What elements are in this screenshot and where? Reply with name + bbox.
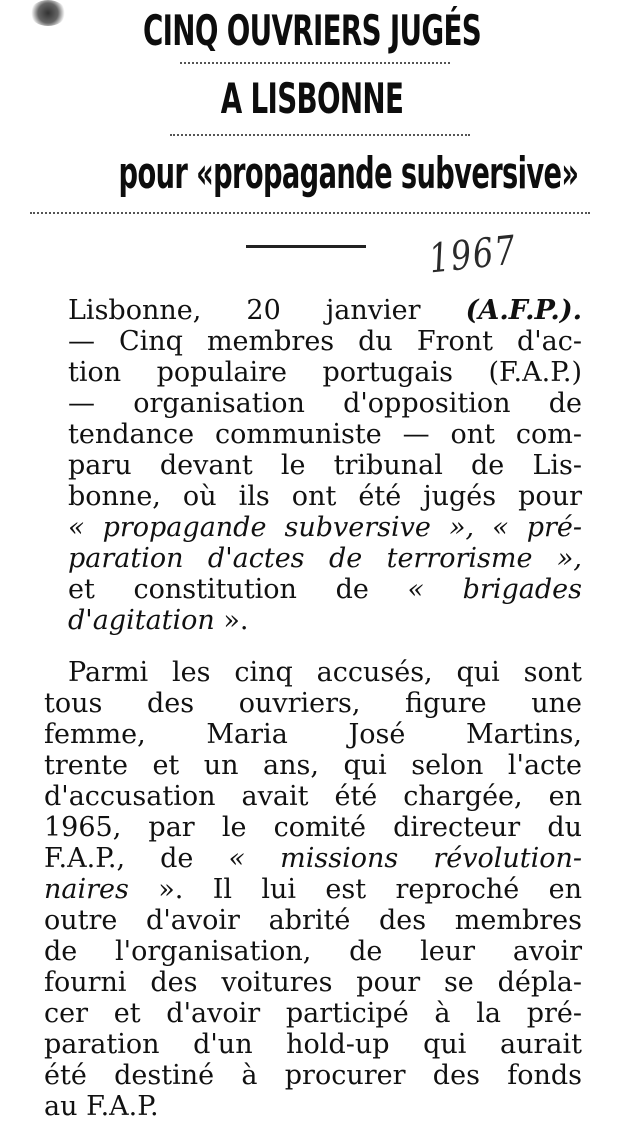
text-line: tion populaire portugais (F.A.P.) — [68, 357, 582, 388]
text-line: Lisbonne, 20 janvier (A.F.P.). — [68, 295, 582, 326]
text-line: été destiné à procurer des fonds — [44, 1060, 582, 1091]
text-line: bonne, où ils ont été jugés pour — [68, 481, 582, 512]
text-line: d'accusation avait été chargée, en — [44, 781, 582, 812]
text-line: et constitution de « brigades — [68, 574, 582, 605]
separator-rule — [246, 245, 366, 248]
text-line: « propagande subversive », « pré- — [68, 512, 582, 543]
text-line: femme, Maria José Martins, — [44, 719, 582, 750]
headline-rule — [30, 212, 590, 214]
headline-line-3: pour «propagande subversive» — [118, 148, 579, 199]
text-line: — Cinq membres du Front d'ac- — [68, 326, 582, 357]
text-line: trente et un ans, qui selon l'acte — [44, 750, 582, 781]
ink-smudge — [30, 0, 66, 26]
text-line: naires ». Il lui est reproché en — [44, 874, 582, 905]
text-line: outre d'avoir abrité des membres — [44, 905, 582, 936]
text-line: paration d'un hold-up qui aurait — [44, 1029, 582, 1060]
headline-line-1: CINQ OUVRIERS JUGÉS — [142, 6, 482, 55]
text-line: paru devant le tribunal de Lis- — [68, 450, 582, 481]
text-line: 1965, par le comité directeur du — [44, 812, 582, 843]
text-line: au F.A.P. — [44, 1091, 159, 1122]
text-line: — organisation d'opposition de — [68, 388, 582, 419]
text-line: paration d'actes de terrorisme », — [68, 543, 582, 574]
text-line: de l'organisation, de leur avoir — [44, 936, 582, 967]
text-line: fourni des voitures pour se dépla- — [44, 967, 582, 998]
text-line: d'agitation ». — [68, 605, 249, 636]
headline-rule — [180, 62, 450, 64]
text-line: tous des ouvriers, figure une — [44, 688, 582, 719]
text-line: F.A.P., de « missions révolution- — [44, 843, 582, 874]
text-line: cer et d'avoir participé à la pré- — [44, 998, 582, 1029]
text-line: Parmi les cinq accusés, qui sont — [68, 657, 582, 688]
text-line: tendance communiste — ont com- — [68, 419, 582, 450]
headline-rule — [170, 134, 470, 136]
handwritten-year: 1967 — [426, 227, 519, 283]
headline-line-2: A LISBONNE — [220, 74, 404, 123]
